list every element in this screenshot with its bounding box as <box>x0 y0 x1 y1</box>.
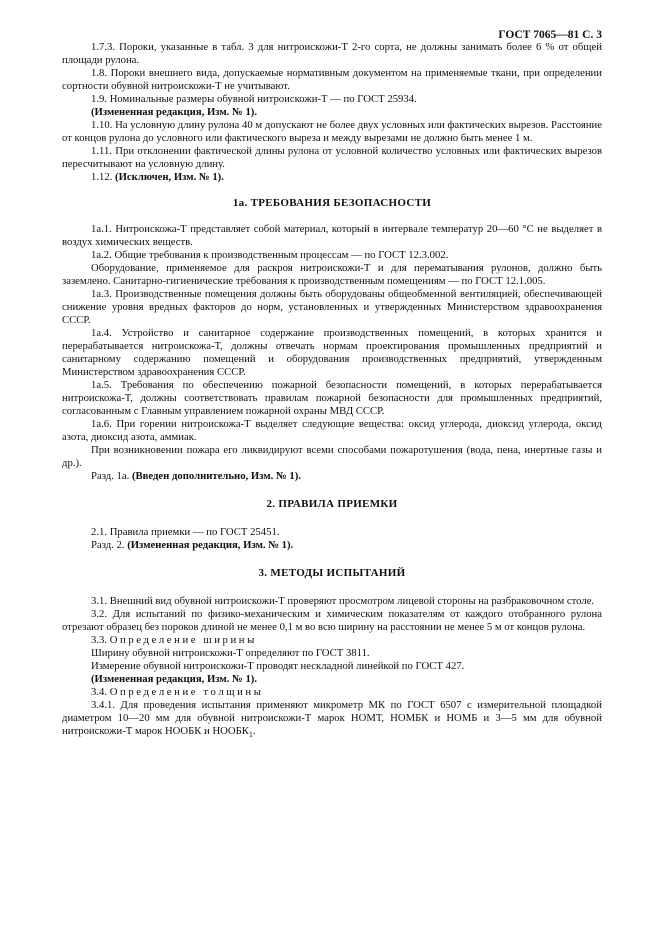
para-1-11: 1.11. При отклонении фактической длины рулона от условной количество условных или фактических вырезов пересчитывают на условную длину. <box>62 145 602 170</box>
para-1a-5: 1а.5. Требования по обеспечению пожарной безопасности помещений, в которых перерабатывается нитроискожа-Т, должны соответствовать правилам пожарной безопасности для промышленных предприятий, согласованным с Главным управлением пожарной охраны МВД СССР. <box>62 379 602 417</box>
para-1-8: 1.8. Пороки внешнего вида, допускаемые нормативным документом на применяемые ткани, при определении сортности обувной нитроискожи-Т не учитывают. <box>62 67 602 92</box>
para-1-12: 1.12. (Исключен, Изм. № 1). <box>91 171 224 183</box>
section-1a-note: Разд. 1а. (Введен дополнительно, Изм. № 1). <box>91 470 301 482</box>
para-1a-6: 1а.6. При горении нитроискожа-Т выделяет следующие вещества: оксид углерода, диоксид углерода, оксид азота, диоксид азота, аммиак. <box>62 418 602 443</box>
para-1a-6-cont: При возникновении пожара его ликвидируют всеми способами пожаротушения (вода, пена, инертные газы и др.). <box>62 444 602 469</box>
para-3-4-1: 3.4.1. Для проведения испытания применяют микрометр МК по ГОСТ 6507 с измерительной площадкой диаметром 10—20 мм для обувной нитроискожи-Т марок НОМТ, НОМБК и НОМБ и 3—5 мм для обувной нитроискожи-Т марок НООБК и $НООБК_1$. <box>62 699 602 740</box>
para-3-3-width: Ширину обувной нитроискожи-Т определяют по ГОСТ 3811. <box>91 647 370 659</box>
para-1a-2-cont: Оборудование, применяемое для раскроя нитроискожи-Т и для перематывания рулонов, должно быть заземлено. Санитарно-гигиенические требования к производственным помещениям — по ГОСТ 12.1.005. <box>62 262 602 287</box>
section-heading-1a: 1а. ТРЕБОВАНИЯ БЕЗОПАСНОСТИ <box>232 197 432 209</box>
para-3-2: 3.2. Для испытаний по физико-механическим и химическим показателям от каждого отобранного рулона отрезают образец без пороков длиной не менее 0,1 м во всю ширину на расстоянии не менее 5 м от концов рулона. <box>62 608 602 633</box>
page-header: ГОСТ 7065—81 С. 3 <box>498 29 602 41</box>
section-2-note: Разд. 2. (Измененная редакция, Изм. № 1). <box>91 539 294 551</box>
para-2-1: 2.1. Правила приемки — по ГОСТ 25451. <box>91 526 280 538</box>
para-3-3-measure: Измерение обувной нитроискожи-Т проводят нескладной линейкой по ГОСТ 427. <box>91 660 465 672</box>
amendment-note: (Измененная редакция, Изм. № 1). <box>91 106 258 118</box>
para-1-7-3: 1.7.3. Пороки, указанные в табл. 3 для нитроискожи-Т 2-го сорта, не должны занимать более 6 % от общей площади рулона. <box>62 41 602 66</box>
para-1a-1: 1а.1. Нитроискожа-Т представляет собой материал, который в интервале температур 20—60 °С не выделяет в воздух химических веществ. <box>62 223 602 248</box>
para-1-9: 1.9. Номинальные размеры обувной нитроискожи-Т — по ГОСТ 25934. <box>91 93 417 105</box>
section-heading-2: 2. ПРАВИЛА ПРИЕМКИ <box>266 498 398 510</box>
document-body <box>62 41 602 741</box>
para-3-3: 3.3. Определение ширины <box>91 634 257 646</box>
para-3-4: 3.4. Определение толщины <box>91 686 264 698</box>
para-1a-3: 1а.3. Производственные помещения должны быть оборудованы общеобменной вентиляцией, обеспечивающей снижение уровня вредных факторов до норм, установленных и утвержденных Министерством здравоохранения СССР. <box>62 288 602 326</box>
para-3-1: 3.1. Внешний вид обувной нитроискожи-Т проверяют просмотром лицевой стороны на разбраковочном столе. <box>91 595 595 607</box>
section-heading-3: 3. МЕТОДЫ ИСПЫТАНИЙ <box>258 567 406 579</box>
amendment-note-3-3: (Измененная редакция, Изм. № 1). <box>91 673 258 685</box>
para-1a-4: 1а.4. Устройство и санитарное содержание производственных помещений, в которых хранится и перерабатывается нитроискожа-Т, должны отвечать нормам проектирования промышленных предприятий и санитарному содержанию помещений и оборудования производственных предприятий, утвержденным Министерством здравоохранения СССР. <box>62 327 602 378</box>
para-1-10: 1.10. На условную длину рулона 40 м допускают не более двух условных или фактических вырезов. Расстояние от концов рулона до условного или фактического выреза и между вырезами не должно быть менее 1 м. <box>62 119 602 144</box>
para-1a-2: 1а.2. Общие требования к производственным процессам — по ГОСТ 12.3.002. <box>91 249 449 261</box>
